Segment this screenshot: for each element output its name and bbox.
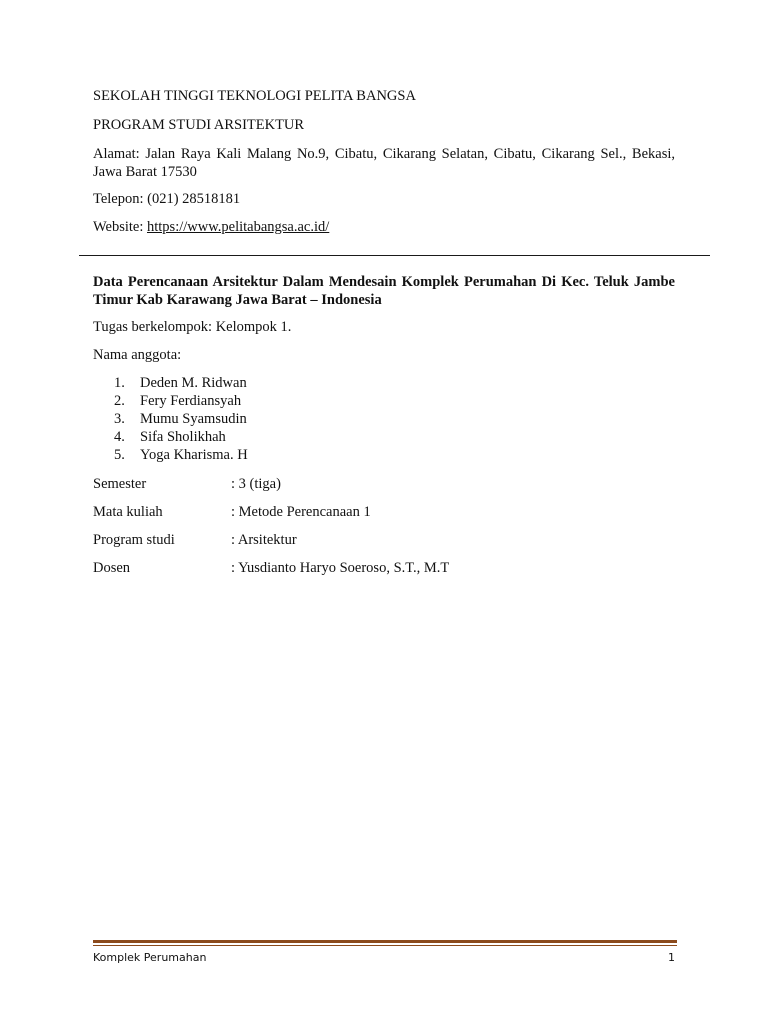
task-line: Tugas berkelompok: Kelompok 1. (93, 319, 292, 335)
document-title: Data Perencanaan Arsitektur Dalam Mendesain Komplek Perumahan Di Kec. Teluk Jambe Timur Kab Karawang Jawa Barat – Indonesia (93, 274, 675, 308)
member-name: Yoga Kharisma. H (140, 447, 248, 463)
members-label: Nama anggota: (93, 347, 182, 363)
list-number: 3. (114, 411, 125, 427)
institution-name: SEKOLAH TINGGI TEKNOLOGI PELITA BANGSA (93, 88, 416, 104)
footer-rule (93, 940, 677, 943)
list-number: 5. (114, 447, 125, 463)
info-value: : Metode Perencanaan 1 (231, 504, 371, 520)
list-item (93, 410, 248, 428)
members-list (93, 374, 248, 464)
footer-running-title: Komplek Perumahan (93, 951, 207, 964)
info-label: Semester (93, 476, 147, 492)
header-divider (79, 255, 710, 256)
member-name: Sifa Sholikhah (140, 429, 226, 445)
page-number: 1 (668, 951, 675, 964)
member-name: Mumu Syamsudin (140, 411, 247, 427)
info-value: : Arsitektur (231, 532, 297, 548)
list-item (93, 428, 248, 446)
list-item (93, 374, 248, 392)
phone: Telepon: (021) 28518181 (93, 191, 241, 207)
member-name: Deden M. Ridwan (140, 375, 247, 391)
info-value: : 3 (tiga) (231, 476, 281, 492)
list-number: 1. (114, 375, 125, 391)
list-item (93, 446, 248, 464)
info-value: : Yusdianto Haryo Soeroso, S.T., M.T (231, 560, 450, 576)
website-link[interactable]: https://www.pelitabangsa.ac.id/ (147, 219, 330, 235)
member-name: Fery Ferdiansyah (140, 393, 242, 409)
info-label: Mata kuliah (93, 504, 163, 520)
website-label: Website: (93, 219, 147, 235)
website (93, 218, 675, 236)
list-number: 2. (114, 393, 125, 409)
list-number: 4. (114, 429, 125, 445)
list-item (93, 392, 248, 410)
address: Alamat: Jalan Raya Kali Malang No.9, Cibatu, Cikarang Selatan, Cibatu, Cikarang Sel., Bekasi, Jawa Barat 17530 (93, 146, 675, 180)
footer-rule-thin (93, 945, 677, 946)
info-label: Dosen (93, 560, 131, 576)
info-label: Program studi (93, 532, 175, 548)
program-name: PROGRAM STUDI ARSITEKTUR (93, 117, 305, 133)
